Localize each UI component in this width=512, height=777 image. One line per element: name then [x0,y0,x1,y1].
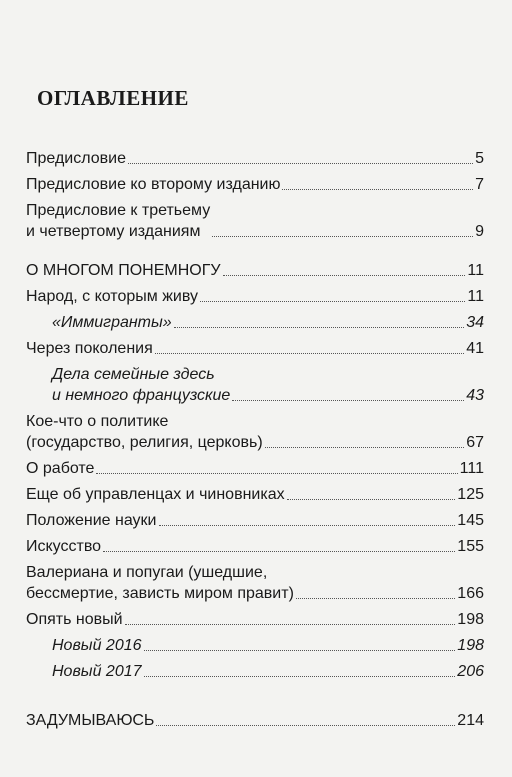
toc-leader [282,189,473,190]
toc-leader [287,499,456,500]
toc-entry-page: 206 [457,663,484,680]
toc-entry-title: Через поколения [26,340,153,357]
toc-entry [26,260,484,281]
toc-entry-page: 41 [466,340,484,357]
toc-entry [26,484,484,505]
toc-leader [155,353,464,354]
toc-entry-title: «Иммигранты» [52,314,172,331]
toc-entry [26,286,484,307]
toc-entry [26,200,484,242]
toc-leader [144,676,456,677]
toc-entry-title: О работе [26,460,95,477]
toc-entry-title: Народ, с которым живу [26,288,198,305]
toc-entry-page: 43 [466,387,484,404]
toc-leader [223,275,466,276]
toc-entry [26,174,484,195]
toc-entry [26,148,484,169]
toc-entry-page: 11 [467,288,484,305]
toc-entry [26,312,484,333]
toc-entry-page: 9 [475,223,484,240]
toc-entry-page: 67 [466,434,484,451]
toc-entry-title: Еще об управленцах и чиновниках [26,486,285,503]
toc-leader [159,525,456,526]
toc-entry-title: Опять новый [26,611,123,628]
toc-leader [265,447,465,448]
toc-entry-page: 7 [475,176,484,193]
toc-entry [26,710,484,731]
toc-entry-page: 5 [475,150,484,167]
toc-leader [125,624,456,625]
toc-entry-title: Новый 2017 [52,663,142,680]
toc-entry [26,661,484,682]
toc-leader [156,725,455,726]
page-title: ОГЛАВЛЕНИЕ [37,86,189,110]
toc-entry [26,338,484,359]
toc-entry-page: 198 [457,611,484,628]
toc-entry-title: Предисловие к третьему и четвертому изданиям [26,202,211,240]
toc-entry [26,458,484,479]
toc-entry-title: Положение науки [26,512,157,529]
toc-entry-page: 198 [457,637,484,654]
toc-leader [232,400,464,401]
table-of-contents [26,148,484,731]
toc-entry-page: 34 [466,314,484,331]
toc-leader [174,327,465,328]
toc-entry-title: Дела семейные здесь и немного французские [52,366,231,404]
toc-entry-title: ЗАДУМЫВАЮСЬ [26,712,155,729]
toc-entry-page: 155 [457,538,484,555]
toc-entry-title: Новый 2016 [52,637,142,654]
toc-entry-title: Предисловие ко второму изданию [26,176,281,193]
toc-entry [26,364,484,406]
toc-entry [26,411,484,453]
toc-entry [26,609,484,630]
toc-entry [26,510,484,531]
toc-entry-title: О МНОГОМ ПОНЕМНОГУ [26,262,221,279]
toc-leader [96,473,457,474]
toc-entry-title: Кое-что о политике (государство, религия, церковь) [26,413,263,451]
toc-entry [26,536,484,557]
toc-leader [212,236,473,237]
toc-entry-page: 111 [459,460,484,477]
toc-leader [200,301,465,302]
toc-entry-page: 166 [457,585,484,602]
toc-leader [103,551,455,552]
toc-entry-title: Предисловие [26,150,126,167]
toc-leader [144,650,456,651]
toc-leader [128,163,473,164]
toc-entry-page: 125 [457,486,484,503]
toc-entry [26,635,484,656]
toc-entry-title: Искусство [26,538,102,555]
toc-entry-title: Валериана и попугаи (ушедшие, бессмертие, зависть миром правит) [26,564,294,602]
toc-leader [296,598,455,599]
toc-entry [26,562,484,604]
toc-entry-page: 11 [467,262,484,279]
toc-entry-page: 214 [457,712,484,729]
toc-entry-page: 145 [457,512,484,529]
